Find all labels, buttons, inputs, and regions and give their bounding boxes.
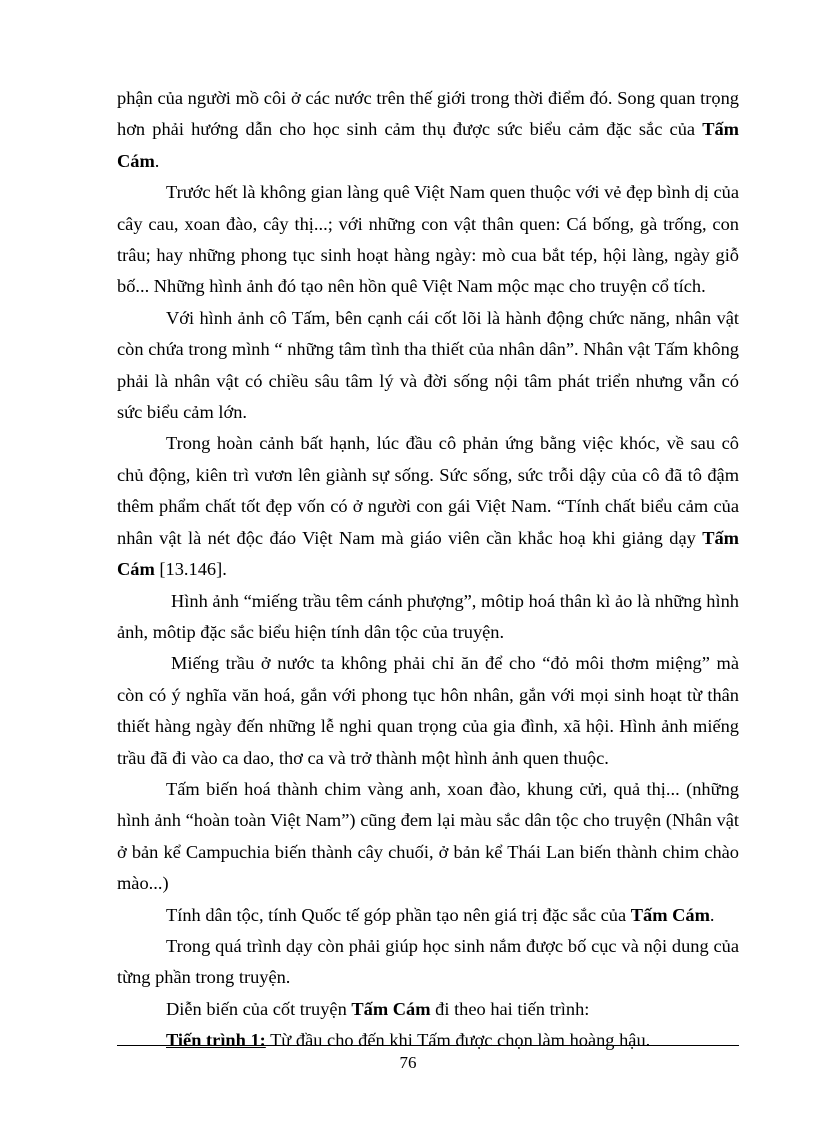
bold-title: Tấm Cám [351, 998, 431, 1019]
page-number: 76 [399, 1053, 417, 1072]
paragraph-5: Hình ảnh “miếng trầu têm cánh phượng”, môtip hoá thân kì ảo là những hình ảnh, môtip đặc sắc biểu hiện tính dân tộc của truyện. [117, 590, 739, 642]
paragraph-10: Diễn biến của cốt truyện Tấm Cám đi theo hai tiến trình: [166, 998, 590, 1019]
bold-title: Tấm Cám [630, 904, 710, 925]
paragraph-4: Trong hoàn cảnh bất hạnh, lúc đầu cô phản ứng bằng việc khóc, về sau cô chủ động, kiên trì vươn lên giành sự sống. Sức sống, sức trỗi dậy của cô đã tô đậm thêm phẩm chất tốt đẹp vốn có ở người con gái Việt Nam. “Tính chất biểu cảm của nhân vật là nét độc đáo Việt Nam mà giáo viên cần khắc hoạ khi giảng dạy Tấm Cám [13.146]. [117, 433, 739, 580]
bold-title: Tấm Cám [117, 119, 739, 171]
paragraph-9: Trong quá trình dạy còn phải giúp học sinh nắm được bố cục và nội dung của từng phần trong truyện. [117, 935, 739, 988]
paragraph-6: Miếng trầu ở nước ta không phải chỉ ăn để cho “đỏ môi thơm miệng” mà còn có ý nghĩa văn hoá, gắn với phong tục hôn nhân, gắn với mọi sinh hoạt từ thân thiết hàng ngày đến những lễ nghi quan trọng của gia đình, xã hội. Hình ảnh miếng trầu đã đi vào ca dao, thơ ca và trở thành một hình ảnh quen thuộc. [117, 653, 739, 768]
paragraph-7: Tấm biến hoá thành chim vàng anh, xoan đào, khung cửi, quả thị... (những hình ảnh “hoàn toàn Việt Nam”) cũng đem lại màu sắc dân tộc cho truyện (Nhân vật ở bản kể Campuchia biến thành cây chuối, ở bản kể Thái Lan biến thành chim chào mào...) [117, 778, 739, 894]
paragraph-3: Với hình ảnh cô Tấm, bên cạnh cái cốt lõi là hành động chức năng, nhân vật còn chứa trong mình “ những tâm tình tha thiết của nhân dân”. Nhân vật Tấm không phải là nhân vật có chiều sâu tâm lý và đời sống nội tâm phát triển nhưng vẫn có sức biểu cảm lớn. [117, 307, 739, 423]
paragraph-11: Tiến trình 1: Từ đầu cho đến khi Tấm được chọn làm hoàng hậu. [166, 1030, 651, 1051]
body-text [117, 83, 739, 1057]
bold-title: Tấm Cám [117, 527, 739, 580]
paragraph-1: phận của người mồ côi ở các nước trên thế giới trong thời điểm đó. Song quan trọng hơn phải hướng dẫn cho học sinh cảm thụ được sức biểu cảm đặc sắc của Tấm Cám. [117, 88, 739, 171]
footer-divider [117, 1045, 739, 1046]
paragraph-2: Trước hết là không gian làng quê Việt Nam quen thuộc với vẻ đẹp bình dị của cây cau, xoan đào, cây thị...; với những con vật thân quen: Cá bống, gà trống, con trâu; hay những phong tục sinh hoạt hàng ngày: mò cua bắt tép, hội làng, ngày giỗ bố... Những hình ảnh đó tạo nên hồn quê Việt Nam mộc mạc cho truyện cổ tích. [117, 182, 739, 297]
paragraph-8: Tính dân tộc, tính Quốc tế góp phần tạo nên giá trị đặc sắc của Tấm Cám. [166, 904, 715, 925]
process-label: Tiến trình 1: [166, 1030, 266, 1051]
